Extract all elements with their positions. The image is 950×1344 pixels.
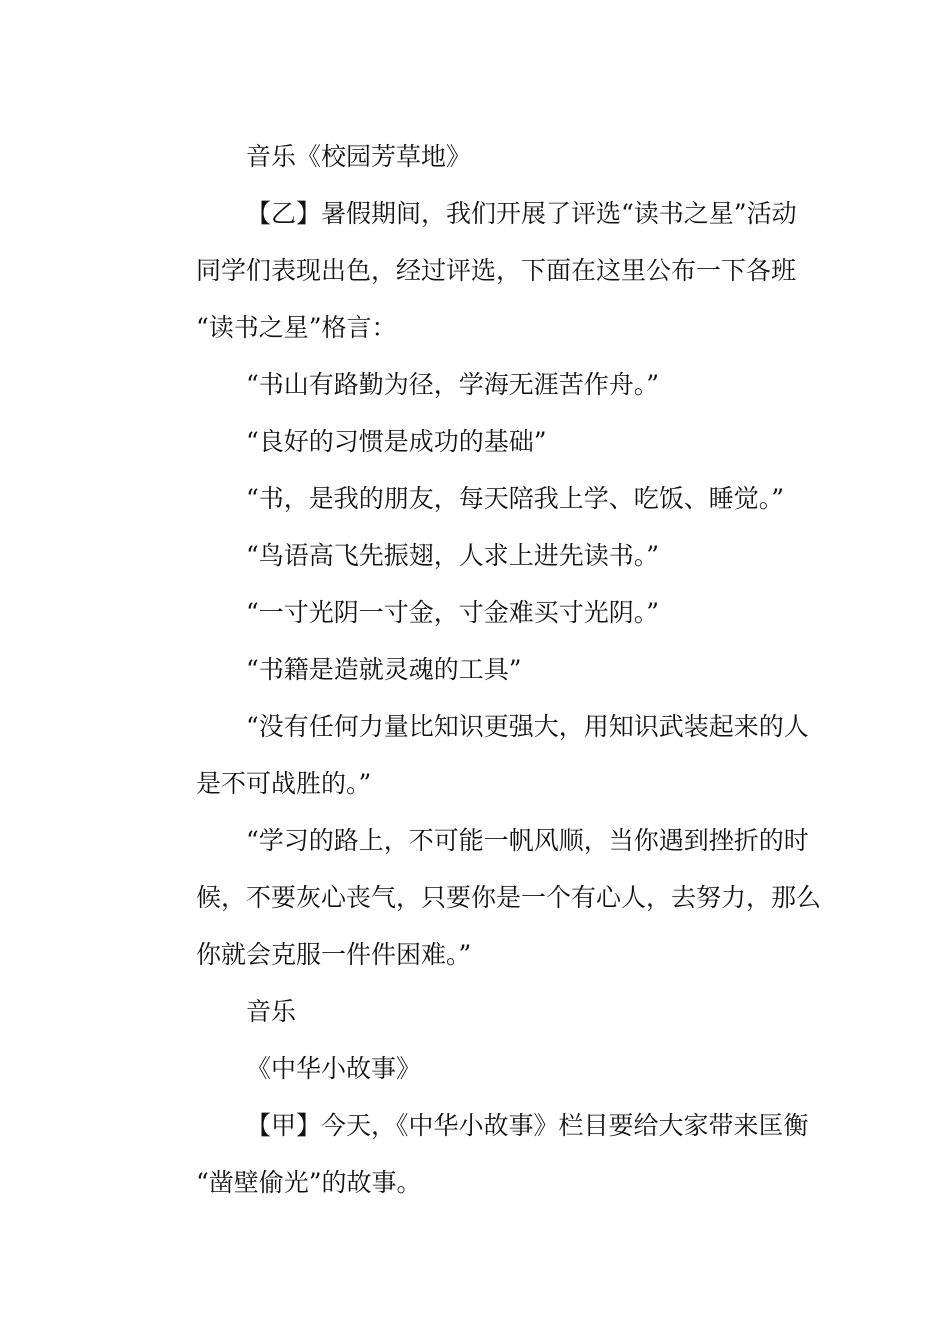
paragraph-music-2: [146, 983, 806, 1040]
paragraph-music-1: [146, 128, 806, 185]
text-line: “凿壁偷光”的故事。: [196, 1168, 422, 1197]
text-line: 【甲】今天，《中华小故事》栏目要给大家带来匡衡: [246, 1111, 809, 1140]
text-line: “书，是我的朋友，每天陪我上学、吃饭、睡觉。”: [246, 484, 785, 513]
document-body: [146, 128, 822, 1211]
text-line: 同学们表现出色，经过评选，下面在这里公布一下各班: [196, 256, 797, 285]
quote-2: [146, 413, 806, 470]
text-line: 【乙】暑假期间，我们开展了评选“读书之星”活动: [246, 199, 797, 228]
text-line: 你就会克服一件件困难。”: [196, 940, 472, 969]
text-line: 是不可战胜的。”: [196, 769, 372, 798]
text-line: “一寸光阴一寸金，寸金难买寸光阴。”: [246, 598, 660, 627]
quote-7: [146, 698, 809, 812]
text-line: “读书之星”格言：: [196, 313, 397, 342]
text-line: 候，不要灰心丧气，只要你是一个有心人，去努力，那么: [196, 883, 822, 912]
text-line: “书籍是造就灵魂的工具”: [246, 655, 522, 684]
text-line: “鸟语高飞先振翅，人求上进先读书。”: [246, 541, 660, 570]
paragraph-yi-intro: [146, 185, 806, 356]
text-line: 音乐: [246, 997, 297, 1026]
text-line: 音乐《校园芳草地》: [246, 142, 472, 171]
quote-6: [146, 641, 806, 698]
paragraph-jia-intro: [146, 1097, 809, 1211]
quote-8: [146, 812, 822, 983]
text-line: “学习的路上，不可能一帆风顺，当你遇到挫折的时: [246, 826, 809, 855]
text-line: “没有任何力量比知识更强大，用知识武装起来的人: [246, 712, 809, 741]
text-line: “良好的习惯是成功的基础”: [246, 427, 547, 456]
quote-3: [146, 470, 806, 527]
section-title: [146, 1040, 806, 1097]
text-line: “书山有路勤为径，学海无涯苦作舟。”: [246, 370, 660, 399]
quote-4: [146, 527, 806, 584]
quote-5: [146, 584, 806, 641]
quote-1: [146, 356, 806, 413]
text-line: 《中华小故事》: [246, 1054, 422, 1083]
